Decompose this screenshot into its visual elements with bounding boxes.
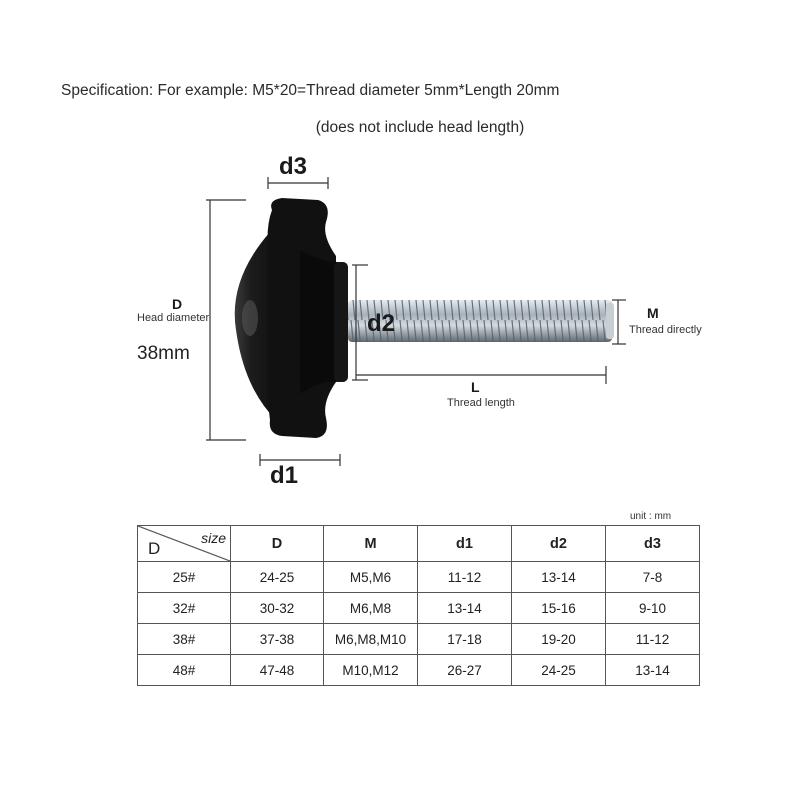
cell-M: M6,M8,M10 [324,624,418,655]
header-M: M [324,526,418,562]
size-table [137,525,700,686]
knob-head [235,198,348,438]
cell-d1: 26-27 [418,655,512,686]
cell-size: 32# [138,593,231,624]
L-caption: Thread length [447,397,515,409]
cell-D: 47-48 [231,655,324,686]
D-value: 38mm [137,343,190,364]
table-header-row [138,526,700,562]
table-row [138,655,700,686]
table-row [138,593,700,624]
L-label: L [471,379,480,395]
corner-row-label: D [148,539,161,558]
d2-label: d2 [367,310,396,337]
D-caption: Head diameter [137,312,210,324]
cell-d1: 11-12 [418,562,512,593]
cell-D: 24-25 [231,562,324,593]
cell-d2: 24-25 [512,655,606,686]
M-caption: Thread directly [629,324,702,336]
d3-label: d3 [279,153,308,180]
cell-D: 37-38 [231,624,324,655]
cell-M: M6,M8 [324,593,418,624]
cell-d3: 13-14 [606,655,700,686]
cell-d2: 19-20 [512,624,606,655]
specification-text: Specification: For example: M5*20=Thread diameter 5mm*Length 20mm [61,82,560,99]
unit-label: unit : mm [630,511,672,522]
cell-size: 38# [138,624,231,655]
cell-d1: 13-14 [418,593,512,624]
header-d3: d3 [606,526,700,562]
cell-d3: 9-10 [606,593,700,624]
table-row [138,624,700,655]
cell-M: M5,M6 [324,562,418,593]
d1-label: d1 [270,462,299,489]
corner-col-label: size [201,530,226,546]
M-label: M [647,305,659,321]
cell-d2: 15-16 [512,593,606,624]
table-row [138,562,700,593]
table-corner-cell [138,526,231,562]
specification-note: (does not include head length) [315,119,525,136]
cell-d2: 13-14 [512,562,606,593]
cell-size: 48# [138,655,231,686]
cell-d1: 17-18 [418,624,512,655]
cell-size: 25# [138,562,231,593]
cell-d3: 7-8 [606,562,700,593]
cell-D: 30-32 [231,593,324,624]
header-d2: d2 [512,526,606,562]
cell-d3: 11-12 [606,624,700,655]
D-label: D [172,296,183,312]
header-d1: d1 [418,526,512,562]
header-D: D [231,526,324,562]
cell-M: M10,M12 [324,655,418,686]
